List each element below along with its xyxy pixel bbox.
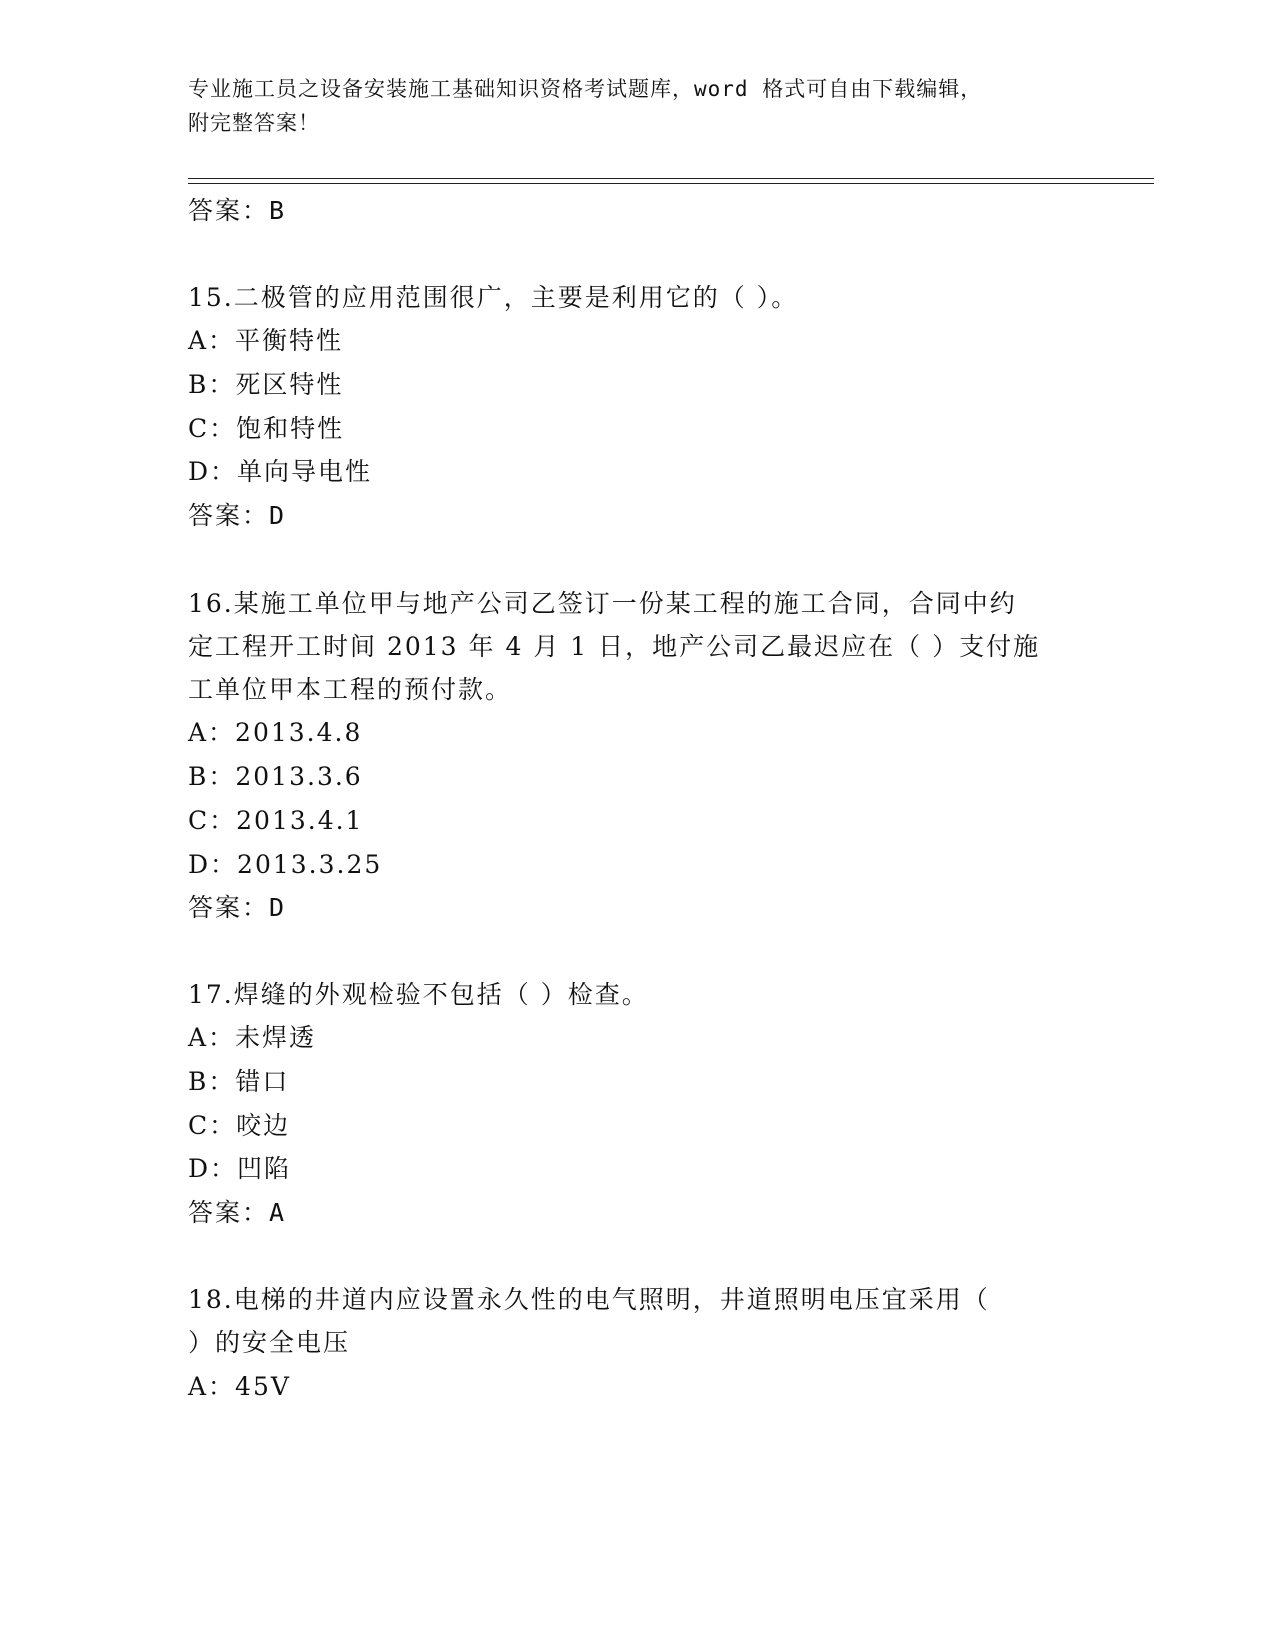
question-18-text-line-2: ）的安全电压: [188, 1328, 351, 1357]
document-header: [188, 72, 1088, 140]
question-16-option-a: A：2013.4.8: [188, 718, 363, 747]
question-15-answer: 答案：D: [188, 501, 287, 530]
question-16-text-line-2: 定工程开工时间 2013 年 4 月 1 日，地产公司乙最迟应在（ ）支付施: [188, 632, 1041, 661]
question-17-option-c: C：咬边: [188, 1111, 291, 1140]
header-line-2: 附完整答案！: [188, 111, 320, 135]
question-17-text: 17.焊缝的外观检验不包括（ ）检查。: [188, 980, 649, 1009]
question-15-option-d: D：单向导电性: [188, 457, 373, 486]
question-15-option-b: B：死区特性: [188, 370, 344, 399]
header-divider-top: [188, 178, 1154, 179]
answer-previous: 答案：B: [188, 196, 287, 225]
question-18-option-a: A：45V: [188, 1372, 291, 1401]
header-divider-bottom: [188, 183, 1154, 184]
question-17-option-a: A：未焊透: [188, 1023, 317, 1052]
question-18-text-line-1: 18.电梯的井道内应设置永久性的电气照明，井道照明电压宜采用（: [188, 1285, 990, 1314]
question-17-answer: 答案：A: [188, 1198, 287, 1227]
question-16-text-line-3: 工单位甲本工程的预付款。: [188, 675, 513, 704]
question-17-option-d: D：凹陷: [188, 1154, 292, 1183]
question-17-option-b: B：错口: [188, 1067, 290, 1096]
question-16-option-b: B：2013.3.6: [188, 762, 363, 791]
header-line-1: 专业施工员之设备安装施工基础知识资格考试题库，word 格式可自由下载编辑，: [188, 77, 983, 101]
question-16-option-d: D：2013.3.25: [188, 850, 383, 879]
question-15-option-c: C：饱和特性: [188, 414, 345, 443]
question-15-option-a: A：平衡特性: [188, 326, 344, 355]
question-16-option-c: C：2013.4.1: [188, 806, 364, 835]
question-15-text: 15.二极管的应用范围很广，主要是利用它的（ ）。: [188, 283, 799, 312]
question-16-text-line-1: 16.某施工单位甲与地产公司乙签订一份某工程的施工合同，合同中约: [188, 589, 1017, 618]
question-16-answer: 答案：D: [188, 893, 287, 922]
